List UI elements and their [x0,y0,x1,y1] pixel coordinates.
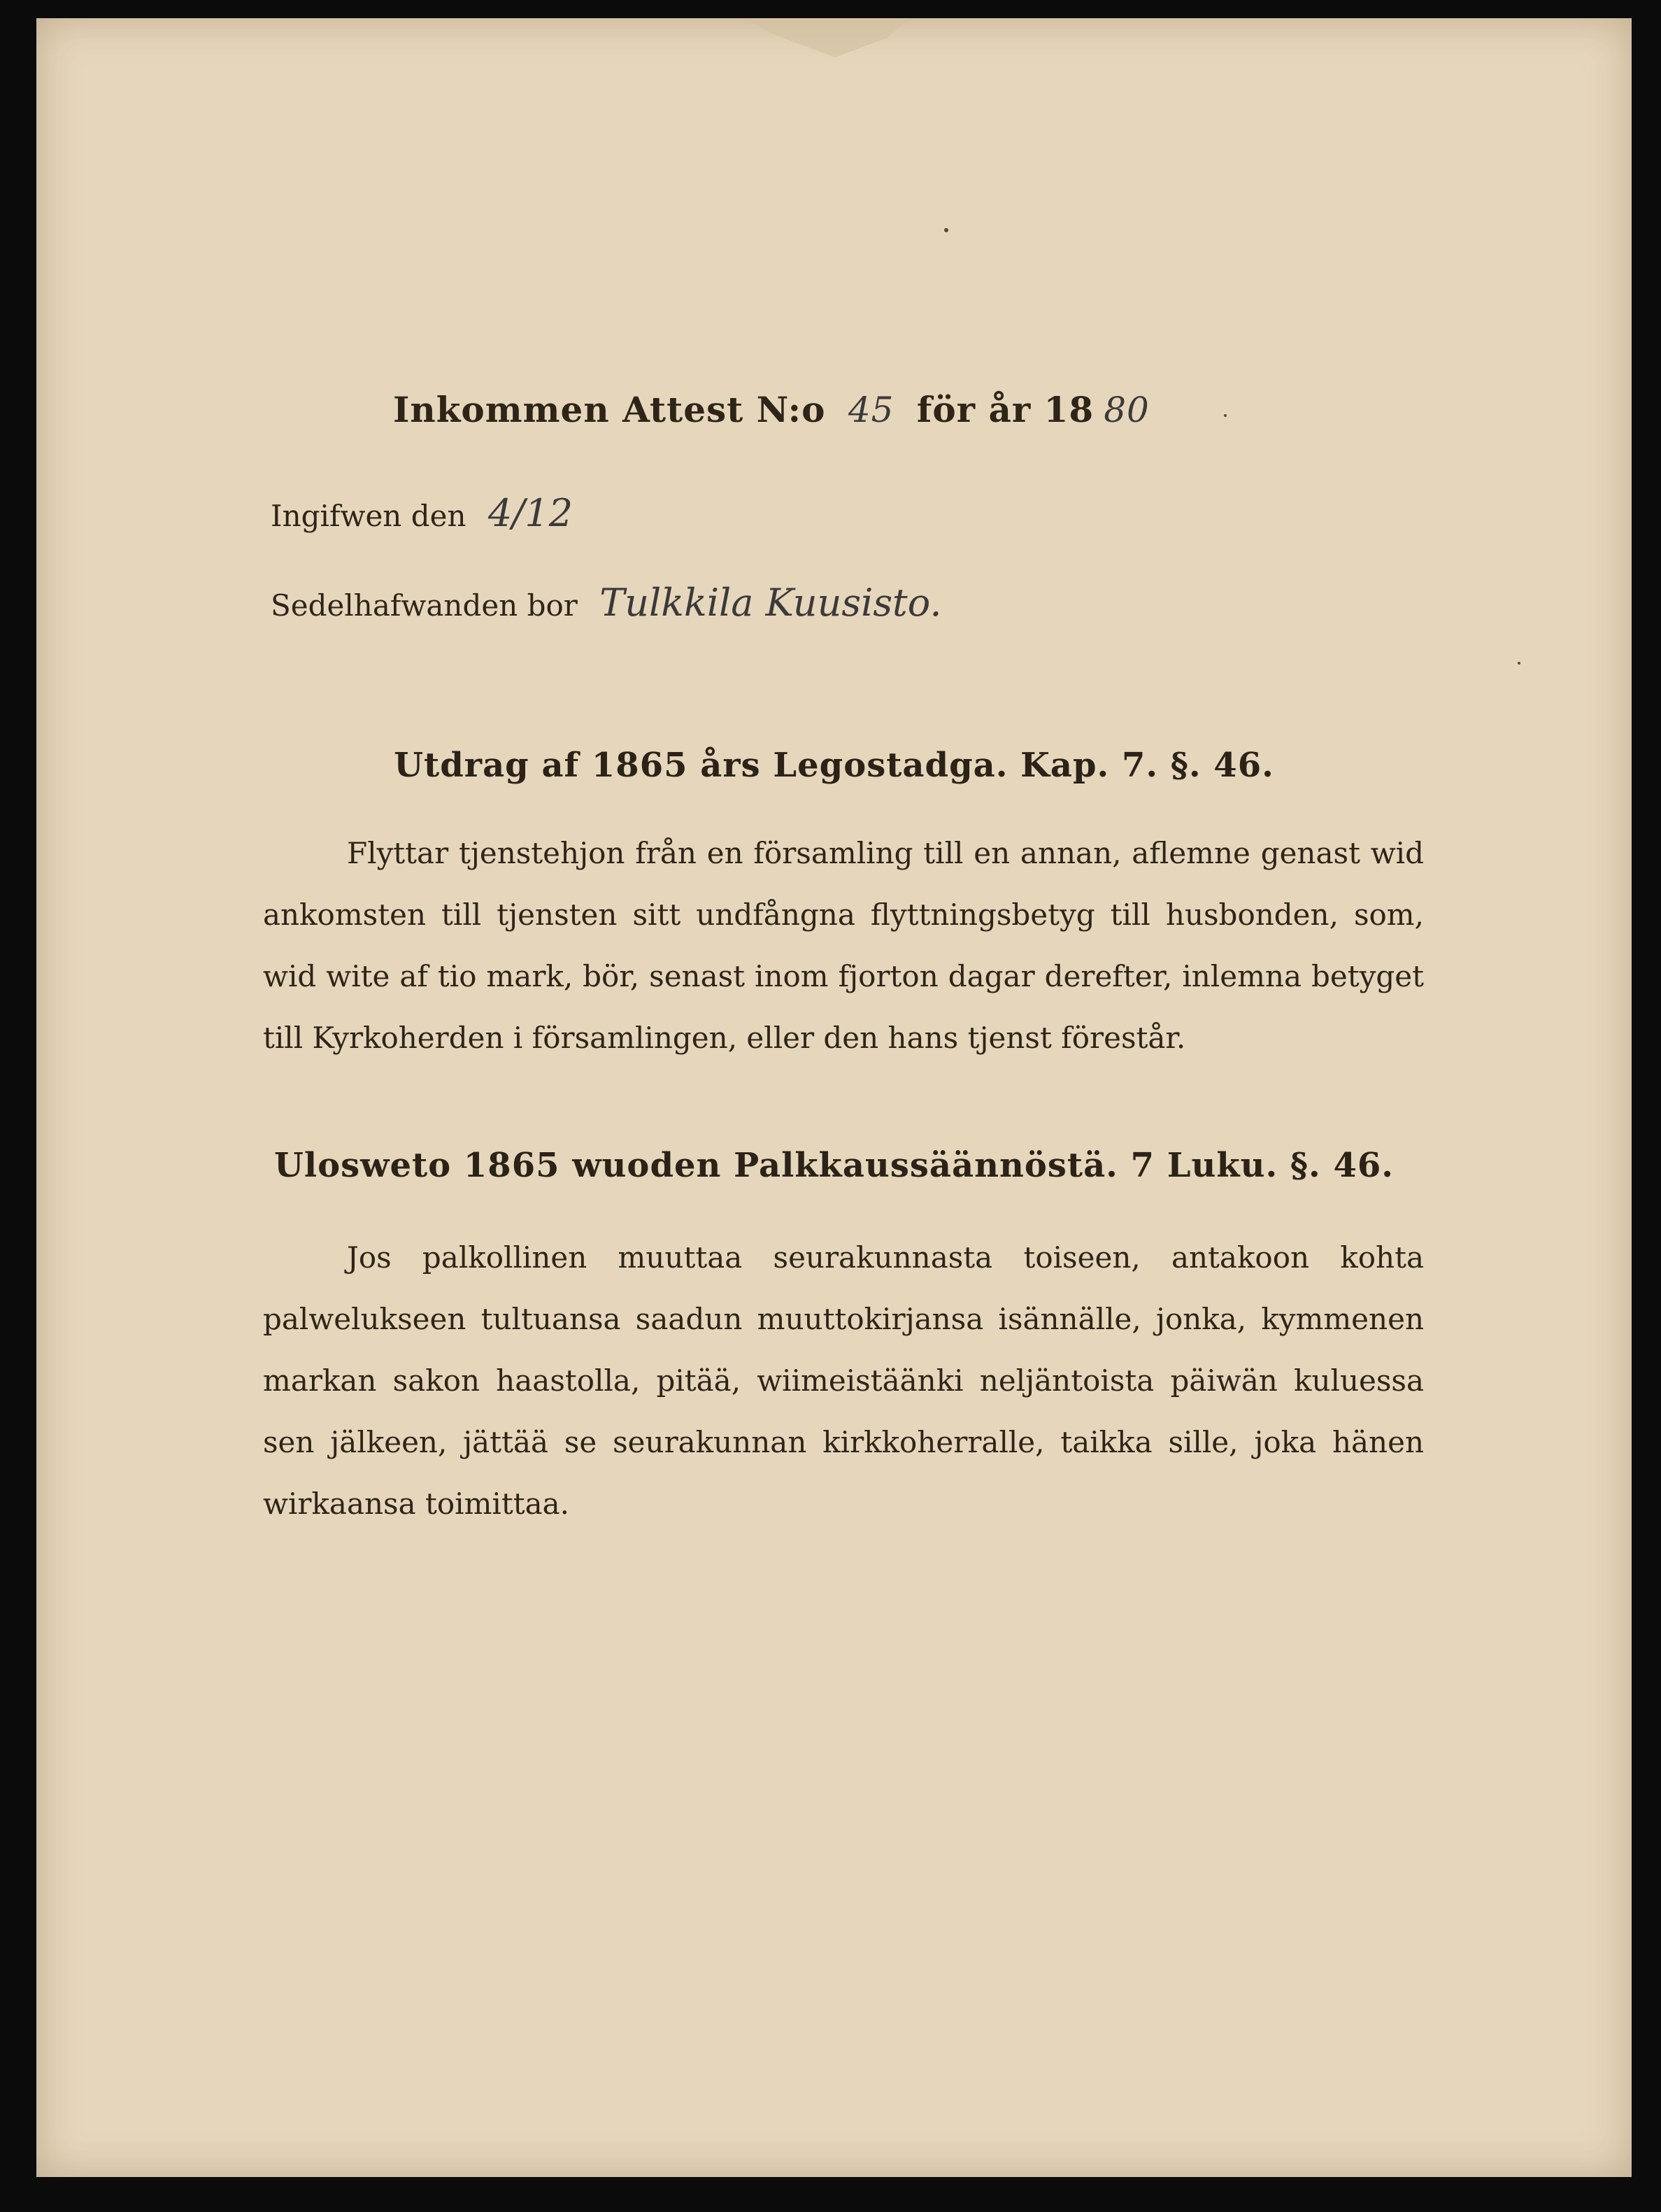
paper-speck [1518,662,1520,665]
residence-label: Sedelhafwanden bor [271,588,578,623]
document-page [36,18,1632,2177]
certificate-number: 45 [848,390,894,430]
residence-row [271,581,941,625]
swedish-section-title: Utdrag af 1865 års Legostadga. Kap. 7. §. 46. [394,746,1274,785]
finnish-section-title: Ulosweto 1865 wuoden Palkkaussäännöstä. 7 Luku. §. 46. [274,1146,1394,1185]
residence-value: Tulkkila Kuusisto. [599,581,942,625]
swedish-section-text: Flyttar tjenstehjon från en församling till en annan, aflemne genast wid ankomsten till tjensten sitt undfångna flyttningsbetyg till husbonden, som, wid wite af tio mark, bör, senast inom fjorton dagar derefter, inlemna betyget till Kyrkoherden i församlingen, eller den hans tjenst förestår. [263,836,1424,1055]
received-date-row [271,491,573,535]
year-prefix: för år 18 [916,389,1095,430]
finnish-section-text: Jos palkollinen muuttaa seurakunnasta toiseen, antakoon kohta palwelukseen tultuansa saadun muuttokirjansa isännälle, jonka, kymmenen markan sakon haastolla, pitää, wiimeistäänki neljäntoista päiwän kuluessa sen jälkeen, jättää se seurakunnan kirkkoherralle, taikka sille, joka hänen wirkaansa toimittaa. [263,1240,1424,1521]
received-label: Ingifwen den [271,499,466,533]
year-suffix: 80 [1104,390,1150,430]
received-date-value: 4/12 [487,491,573,535]
certificate-title [393,389,1160,430]
paper-speck [1224,414,1227,417]
title-prefix: Inkommen Attest N:o [393,389,826,430]
torn-edge [743,18,911,67]
paper-speck [944,228,948,232]
